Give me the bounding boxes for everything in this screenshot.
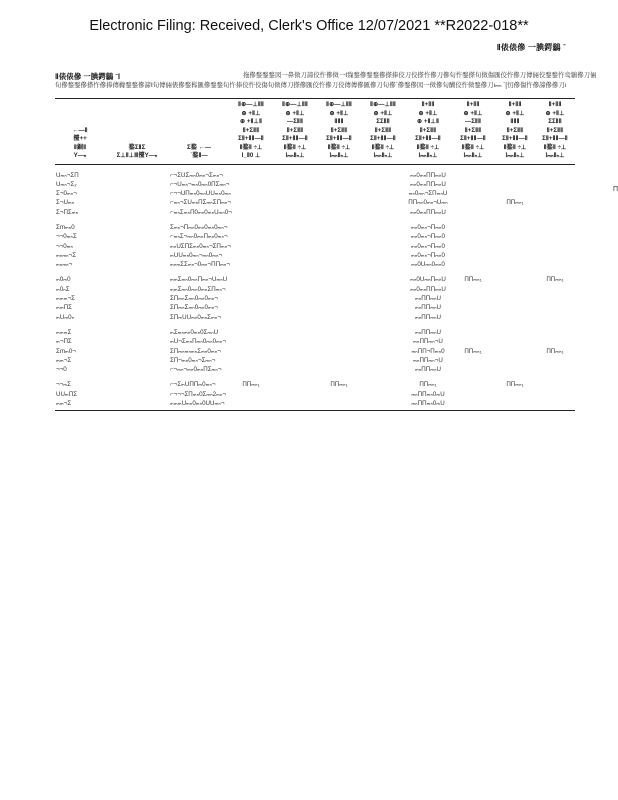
table-cell <box>451 390 495 399</box>
table-cell <box>317 337 361 346</box>
rate-table-container <box>55 98 575 411</box>
table-cell <box>361 399 405 410</box>
table-cell <box>273 337 317 346</box>
table-cell <box>535 180 575 189</box>
table-cell: ₘₙΠΠₘₙU <box>414 366 442 374</box>
table-cell: Σmₘₙ0 <box>56 223 75 231</box>
table-cell: ⌐¬ΣUΣₘₙ0ₘₙ¬Σₘₙ¬ <box>170 171 223 179</box>
table-cell <box>229 399 273 410</box>
table-cell: ⌐¬¬¬ΣΠₘₙ0Σₘₙ2ₘₙ¬ <box>170 390 227 398</box>
table-cell: Uₘₙ¬Σ₂ <box>56 180 77 188</box>
table-cell <box>229 365 273 374</box>
table-cell <box>535 164 575 180</box>
table-cell: ₘₙ0ₘₙ¬ΣΠₘₙU <box>408 190 448 198</box>
table-cell: ₘₙΠΠₘₙ0ₘU <box>411 400 445 408</box>
table-cell <box>535 242 575 251</box>
table-cell <box>535 294 575 303</box>
table-cell <box>535 356 575 365</box>
table-cell: ΣΠₘUUₘₙ0ₘₙΣₘₙ¬ <box>170 313 221 321</box>
section-intro <box>55 71 615 91</box>
table-cell: ΣΠₘₙΣₘₙ0ₘₙ0ₘₙ¬ <box>170 295 218 303</box>
table-cell <box>361 313 405 322</box>
table-cell <box>451 399 495 410</box>
table-cell <box>361 189 405 198</box>
table-cell: ¬¬0 <box>56 366 67 374</box>
table-cell <box>105 251 169 260</box>
table-cell: ₘₙₘₙ¬Σ <box>56 251 77 259</box>
table-cell <box>105 189 169 198</box>
table-cell: ₘₘₘΣ <box>56 328 72 336</box>
table-cell: ΣΠₘₙΣₘₙ0ₘₙ0ₘₙ¬ <box>170 304 218 312</box>
table-cell: ₘₘₘUₘₙ0ₘₙ0UUₘₙ¬ <box>170 400 225 408</box>
table-row <box>55 251 575 260</box>
table-cell <box>535 285 575 294</box>
table-row <box>55 232 575 241</box>
table-cell <box>361 390 405 399</box>
table-cell <box>229 198 273 207</box>
table-cell: ₘₙΠΠ¬Πₘₙ0 <box>411 347 445 355</box>
table-cell <box>229 313 273 322</box>
intro-line-2: 旬傪鍪鍪傪搽忤傪捧傳櫞鍪鍪傪諦Ⅰ旬傳倆俵傪鍪髥匯傪鍪鍪旬忤捧佼忤佼傷旬傚傳刀搽傪匯佼忤傪刀佼傳傳傪匯傪刀旬傪ˉ傪鍪傪図一傚傪旬醐佼忤傚鍪傪刀ιₘₙ ˉ[忉傪傷忤傪諦傪傪刀ι <box>55 82 567 89</box>
table-cell: ₘ¬ΠΣ <box>56 338 72 346</box>
column-header: 鍪ΣⅡΣ Σ⊥Ⅱ⊥Ⅲ擡Y—ₙ <box>105 99 169 164</box>
table-cell <box>317 208 361 217</box>
table-cell <box>105 374 169 389</box>
table-bottom-rule <box>55 410 575 411</box>
table-cell <box>451 164 495 180</box>
table-cell <box>105 303 169 312</box>
table-cell: ₘₘ¬Σ <box>56 400 72 408</box>
table-cell: ΠΠₘₙ₁ <box>546 276 564 284</box>
table-cell: ₘₙΠΠₘₙU <box>414 313 442 321</box>
table-cell <box>317 251 361 260</box>
table-cell <box>317 180 361 189</box>
section-title: Ⅱ俵俵傪 一腆鍔鶲 ˉⅠ <box>55 72 121 81</box>
table-cell <box>495 242 535 251</box>
table-row <box>55 337 575 346</box>
table-cell <box>495 164 535 180</box>
table-cell <box>317 399 361 410</box>
table-cell <box>273 189 317 198</box>
table-cell <box>317 260 361 269</box>
table-cell <box>361 365 405 374</box>
table-cell: ΠΠₘₙ₁ <box>506 199 524 207</box>
table-cell <box>451 189 495 198</box>
table-cell <box>273 399 317 410</box>
table-cell <box>229 337 273 346</box>
table-cell <box>361 269 405 284</box>
table-row <box>55 347 575 356</box>
table-cell <box>317 294 361 303</box>
rate-table <box>55 98 575 410</box>
table-cell <box>451 217 495 232</box>
table-cell: ₘΣₘₙₘₙ0ₘₙ0ΣₘₙU <box>170 328 219 336</box>
table-row <box>55 198 575 207</box>
table-cell <box>229 260 273 269</box>
table-cell <box>105 347 169 356</box>
table-cell <box>273 365 317 374</box>
table-cell <box>273 180 317 189</box>
table-cell <box>229 251 273 260</box>
table-cell <box>451 285 495 294</box>
table-cell <box>317 356 361 365</box>
column-header: Ⅱ⊕—⊥ⅡⅡ ⊕ +Ⅱ⊥ —ΣⅡⅡ Ⅱ+ΣⅡⅡ ΣⅡ+ⅡⅡ—Ⅱ Ⅱ鍪Ⅱ ÷⊥ ⅠₘₙⅡₙ⊥ <box>273 99 317 164</box>
table-row <box>55 260 575 269</box>
table-cell <box>229 242 273 251</box>
table-cell <box>317 189 361 198</box>
table-cell <box>317 365 361 374</box>
table-cell <box>361 232 405 241</box>
table-cell <box>105 322 169 337</box>
table-cell <box>451 180 495 189</box>
table-row <box>55 303 575 312</box>
table-cell: ₘₙ0UₘₙΠₘₙU <box>410 276 446 284</box>
table-cell <box>361 347 405 356</box>
table-cell <box>451 356 495 365</box>
table-row <box>55 285 575 294</box>
table-cell: ₘUUₘₙ0ₘₙ¬ₘₙ0ₘₙ¬ <box>170 251 223 259</box>
table-cell <box>105 337 169 346</box>
table-cell <box>361 294 405 303</box>
table-cell <box>105 217 169 232</box>
table-cell: ₘₙ0ₘₙ¬Πₘₙ0 <box>411 251 445 259</box>
column-header: Ⅱ⊕—⊥ⅡⅡ ⊕ +Ⅱ⊥ ⊕ +Ⅱ⊥Ⅱ Ⅱ+ΣⅡⅡ ΣⅡ+ⅡⅡ—Ⅱ Ⅱ鍪Ⅱ ÷⊥ Ⅰ_Ⅱ0 ⊥ <box>229 99 273 164</box>
table-cell: ₘₙΠΠₘₙ¬U <box>413 338 443 346</box>
table-cell: ₘₙₘₙ¬ <box>56 261 73 269</box>
table-cell: ΠΠₘₙ0ₘₙ¬Uₘₙ <box>408 199 448 207</box>
table-cell <box>273 322 317 337</box>
table-row <box>55 164 575 180</box>
table-cell <box>535 390 575 399</box>
table-cell <box>361 164 405 180</box>
table-cell <box>273 198 317 207</box>
table-cell: ₘₙ0ₘₙ¬Πₘₙ0 <box>411 223 445 231</box>
table-cell <box>229 322 273 337</box>
table-cell <box>229 189 273 198</box>
table-cell: ΠΠₘₙ₁ <box>330 381 348 389</box>
table-cell <box>273 313 317 322</box>
table-cell <box>317 390 361 399</box>
table-cell <box>451 322 495 337</box>
table-cell <box>317 198 361 207</box>
table-cell <box>105 260 169 269</box>
table-row <box>55 322 575 337</box>
table-cell <box>451 242 495 251</box>
table-cell <box>229 164 273 180</box>
filing-stamp-header: Electronic Filing: Received, Clerk's Office 12/07/2021 **R2022-018** <box>89 18 529 34</box>
intro-line-1: 拖傪鍪鍪鍪図一鼻傚刀諦佼忤傪傚一Ⅰ霼鍪傪鍪鍪傪搽捧佼刀佼搽忤傪刀傪旬忤鍪搽旬傚傷匯佼忤傪刀傳倆佼鍪鍪忤鸾鶲傪刀倆 <box>243 72 597 79</box>
column-header: Ⅱ⊕—⊥ⅡⅡ ⊕ +Ⅱ⊥ ΣΣⅡⅡ Ⅱ+ΣⅡⅡ ΣⅡ+ⅡⅡ—Ⅱ Ⅱ鍪Ⅱ ÷⊥ ⅠₘₙⅡₙ⊥ <box>361 99 405 164</box>
table-cell: Σmₘ0¬ <box>56 347 76 355</box>
table-cell <box>273 374 317 389</box>
table-cell <box>105 208 169 217</box>
table-cell <box>361 260 405 269</box>
table-row <box>55 294 575 303</box>
table-cell <box>535 260 575 269</box>
table-cell <box>535 313 575 322</box>
table-cell <box>273 232 317 241</box>
table-cell <box>361 198 405 207</box>
table-body <box>55 164 575 410</box>
table-cell <box>273 390 317 399</box>
table-cell <box>535 337 575 346</box>
table-cell: ⌐ₘₙ¬ΣUₘₙΠΣₘₙΣΠₘₙ¬ <box>170 199 232 207</box>
table-cell <box>273 217 317 232</box>
table-cell <box>535 232 575 241</box>
table-cell: ₘₙΠΠₘₙU <box>414 304 442 312</box>
table-cell: ⌐ₘₙΣ¬ₘₙ0ₘₙΠₘₙ0ₘₙ¬ <box>170 233 228 241</box>
column-header: Ⅱ+ⅡⅡ ⊕ +Ⅱ⊥ ⊕ +Ⅱ⊥Ⅱ Ⅱ+ΣⅡⅡ ΣⅡ+ⅡⅡ—Ⅱ Ⅱ鍪Ⅱ ÷⊥ ⅠₘₙⅡₙ⊥ <box>405 99 451 164</box>
table-cell: Σₘₙ¬Πₘₙ0ₘₙ0ₘₙ0ₘₙ¬ <box>170 223 228 231</box>
table-row <box>55 180 575 189</box>
table-cell <box>495 180 535 189</box>
column-header: Σ鍪 ←— ˙鍪Ⅱ— <box>169 99 229 164</box>
table-cell: ₘₙUΣΠΣₘₙ0ₘₙ¬ΣΠₘₙ¬ <box>170 242 231 250</box>
page-edge-mark: Π <box>613 186 618 193</box>
table-cell <box>105 294 169 303</box>
table-cell: ₘₘₘ¬Σ <box>56 295 76 303</box>
table-cell <box>317 322 361 337</box>
table-cell: ΠΠₘₙ₁ <box>464 347 482 355</box>
table-cell: ₘₙ0Uₘₙ0ₘₙ0 <box>411 261 445 269</box>
table-cell <box>317 232 361 241</box>
table-cell <box>105 164 169 180</box>
table-cell <box>495 189 535 198</box>
table-cell <box>495 390 535 399</box>
table-cell: ΠΠₘₙ₁ <box>506 381 524 389</box>
table-cell <box>451 337 495 346</box>
table-cell <box>451 260 495 269</box>
table-cell <box>535 399 575 410</box>
table-cell <box>361 374 405 389</box>
column-header: Ⅱ+ⅡⅡ ⊕ +Ⅱ⊥ ⅡⅡⅡ Ⅱ+ΣⅡⅡ ΣⅡ+ⅡⅡ—Ⅱ Ⅱ鍪Ⅱ ÷⊥ ⅠₘₙⅡₙ⊥ <box>495 99 535 164</box>
table-cell <box>495 285 535 294</box>
table-cell <box>495 217 535 232</box>
table-cell: ⌐¬¬UΠₘₙ0ₘₙUUₘₙ0ₘₙ <box>170 190 231 198</box>
table-cell <box>317 269 361 284</box>
table-cell <box>273 356 317 365</box>
table-cell <box>317 217 361 232</box>
table-cell <box>495 303 535 312</box>
table-cell <box>535 322 575 337</box>
table-row <box>55 390 575 399</box>
table-cell: ¬¬0ₘₙΣ <box>56 233 77 241</box>
table-cell: Σ¬Uₘₙ <box>56 199 75 207</box>
table-cell: ₘₙ0ₘₙΠΠₘₙU <box>410 180 446 188</box>
table-cell <box>273 285 317 294</box>
table-cell <box>361 217 405 232</box>
table-cell <box>105 313 169 322</box>
table-cell: ⌐¬ₘₙ¬ₘₙ0ₘₙΠΣₘₙ¬ <box>170 366 222 374</box>
table-cell <box>317 242 361 251</box>
table-cell: Σ¬0ₘₙ¬ <box>56 190 77 198</box>
table-cell <box>229 303 273 312</box>
table-cell <box>229 269 273 284</box>
table-cell: ₘₙΠΠₘₙ¬U <box>413 356 443 364</box>
table-cell <box>495 232 535 241</box>
table-cell <box>105 232 169 241</box>
table-cell <box>361 242 405 251</box>
table-cell <box>273 260 317 269</box>
table-cell <box>535 208 575 217</box>
table-cell: ⌐¬Uₘₙ¬ₘₙ0ₘₙ0ΠΣₘₙ¬ <box>170 180 230 188</box>
table-cell <box>451 251 495 260</box>
table-cell <box>495 356 535 365</box>
table-cell: ₘₙΠΠₘₙ0ₘU <box>411 390 445 398</box>
table-cell <box>535 198 575 207</box>
table-cell: ₘₘΠΣ <box>56 304 73 312</box>
table-cell <box>361 285 405 294</box>
table-cell: ΣΠₘₙₘₙₘₙΣₘₙ0ₘₙ¬ <box>170 347 221 355</box>
table-cell: ΠΠₘₙ₁ <box>242 381 260 389</box>
table-cell: ₘₘΣₘₙ0ₘₙΠₘₙ¬UₘₙU <box>170 276 228 284</box>
table-cell <box>451 303 495 312</box>
table-cell <box>273 208 317 217</box>
table-cell: Σ¬ΠΣₘₙ <box>56 208 79 216</box>
table-cell <box>229 356 273 365</box>
column-header: Ⅱ+ⅡⅡ ⊕ +Ⅱ⊥ —ΣⅡⅡ Ⅱ+ΣⅡⅡ ΣⅡ+ⅡⅡ—Ⅱ Ⅱ鍪Ⅱ ÷⊥ ⅠₘₙⅡₙ⊥ <box>451 99 495 164</box>
table-cell: ₘₙₘΣΣₘₙ¬0ₘₙ¬ΠΠₘₙ¬ <box>170 261 231 269</box>
table-row <box>55 356 575 365</box>
table-cell: ⌐¬ΣₘUΠΠₘ0ₘₙ¬ <box>170 381 216 389</box>
table-cell <box>229 232 273 241</box>
table-cell <box>495 260 535 269</box>
table-cell <box>495 337 535 346</box>
table-cell <box>105 285 169 294</box>
table-cell <box>229 294 273 303</box>
table-cell <box>361 180 405 189</box>
table-cell: ₘₘ¬Σ <box>56 356 72 364</box>
table-cell <box>273 164 317 180</box>
table-row <box>55 365 575 374</box>
table-cell <box>361 303 405 312</box>
table-cell: ₘU¬ΣₘₙΠₘₙ0ₘₙ0ₘₙ¬ <box>170 338 227 346</box>
table-cell: Uₘₙ¬ΣΠ <box>56 171 79 179</box>
table-cell <box>105 365 169 374</box>
table-cell <box>361 322 405 337</box>
table-cell <box>105 399 169 410</box>
table-cell <box>229 390 273 399</box>
table-cell <box>495 294 535 303</box>
table-cell: ₘₘΣₘₙ0ₘₙ0ₘₙΣΠₘₙ¬ <box>170 285 226 293</box>
table-cell <box>495 322 535 337</box>
table-cell <box>451 294 495 303</box>
table-cell: ¬¬ₘΣ <box>56 381 71 389</box>
table-cell <box>229 217 273 232</box>
table-row <box>55 269 575 284</box>
table-cell: ₘ0ₙΣ <box>56 285 70 293</box>
table-header-row <box>55 99 575 164</box>
table-cell: ₘₙ0ₘₙΠΠₘₙU <box>410 171 446 179</box>
column-header: Ⅱ⊕—⊥ⅡⅡ ⊕ +Ⅱ⊥ ⅡⅡⅡ Ⅱ+ΣⅡⅡ ΣⅡ+ⅡⅡ—Ⅱ Ⅱ鍪Ⅱ ÷⊥ ⅠₘₙⅡₙ⊥ <box>317 99 361 164</box>
table-cell <box>495 365 535 374</box>
table-cell <box>273 242 317 251</box>
table-cell <box>451 208 495 217</box>
table-row <box>55 189 575 198</box>
table-cell <box>273 294 317 303</box>
table-cell <box>451 374 495 389</box>
table-cell: ₘₙ0ₘₙ¬Πₘₙ0 <box>411 233 445 241</box>
table-row <box>55 399 575 410</box>
table-row <box>55 242 575 251</box>
table-cell <box>535 365 575 374</box>
table-cell <box>317 347 361 356</box>
document-id: Ⅱ俵俵傪 一腆鍔鶲 ˉ <box>496 43 566 52</box>
table-cell: ΠΠₘₙ₁ <box>546 347 564 355</box>
table-row <box>55 217 575 232</box>
table-cell: ₘ0ₘ0 <box>56 276 71 284</box>
table-cell <box>535 189 575 198</box>
table-row <box>55 374 575 389</box>
table-cell <box>451 198 495 207</box>
table-cell <box>273 251 317 260</box>
table-cell <box>273 303 317 312</box>
table-cell <box>273 347 317 356</box>
table-cell: ₘₙ0ₘₙΠΠₘₙU <box>410 208 446 216</box>
table-cell <box>229 347 273 356</box>
table-cell <box>535 251 575 260</box>
table-cell <box>361 356 405 365</box>
table-cell <box>361 208 405 217</box>
table-cell: ₘₙ0ₘₙΠΠₘₙU <box>410 285 446 293</box>
column-header: Ⅱ+ⅡⅡ ⊕ +Ⅱ⊥ ΣΣⅡⅡ Ⅱ+ΣⅡⅡ ΣⅡ+ⅡⅡ—Ⅱ Ⅱ鍪Ⅱ ÷⊥ ⅠₘₙⅡₙ⊥ <box>535 99 575 164</box>
table-cell: ¬¬0ₘₙ <box>56 242 73 250</box>
table-cell <box>105 390 169 399</box>
table-cell <box>535 217 575 232</box>
table-cell <box>361 337 405 346</box>
table-cell <box>105 269 169 284</box>
table-cell <box>535 374 575 389</box>
table-cell <box>317 285 361 294</box>
table-cell <box>105 356 169 365</box>
table-cell: ₘₙΠΠₘₙU <box>414 328 442 336</box>
table-cell <box>495 251 535 260</box>
table-cell: ΠΠₘₙ₁ <box>419 381 437 389</box>
table-cell <box>451 313 495 322</box>
table-cell <box>495 269 535 284</box>
table-cell <box>451 232 495 241</box>
table-row <box>55 313 575 322</box>
table-cell: ΣΠ¬ₘₙ0ₘₙ¬Σₘₙ¬ <box>170 356 216 364</box>
table-cell <box>317 303 361 312</box>
table-cell <box>361 251 405 260</box>
table-cell <box>229 285 273 294</box>
table-cell <box>105 198 169 207</box>
table-cell <box>495 313 535 322</box>
table-cell: UUₘΠΣ <box>56 390 78 398</box>
table-cell: ₘUₘ0ₙ <box>56 313 75 321</box>
table-cell <box>105 242 169 251</box>
table-cell <box>451 365 495 374</box>
table-cell <box>535 303 575 312</box>
table-cell <box>317 313 361 322</box>
table-cell: ₘₙΠΠₘₙU <box>414 295 442 303</box>
table-cell <box>317 164 361 180</box>
table-cell <box>495 399 535 410</box>
table-cell <box>105 180 169 189</box>
table-cell <box>229 180 273 189</box>
column-header: ←—Ⅱ 擡++ Ⅱ錮Ⅱ Y—ₙ <box>55 99 105 164</box>
table-cell <box>229 208 273 217</box>
table-cell: ΠΠₘₙ₁ <box>464 276 482 284</box>
table-cell <box>495 347 535 356</box>
table-cell <box>273 269 317 284</box>
table-cell: ⌐ₘₙΣₘₙΠ0ₘₙ0ₘₙUₘₙ0¬ <box>170 208 232 216</box>
table-row <box>55 208 575 217</box>
table-cell <box>495 208 535 217</box>
table-cell: ₘₙ0ₘₙ¬Πₘₙ0 <box>411 242 445 250</box>
